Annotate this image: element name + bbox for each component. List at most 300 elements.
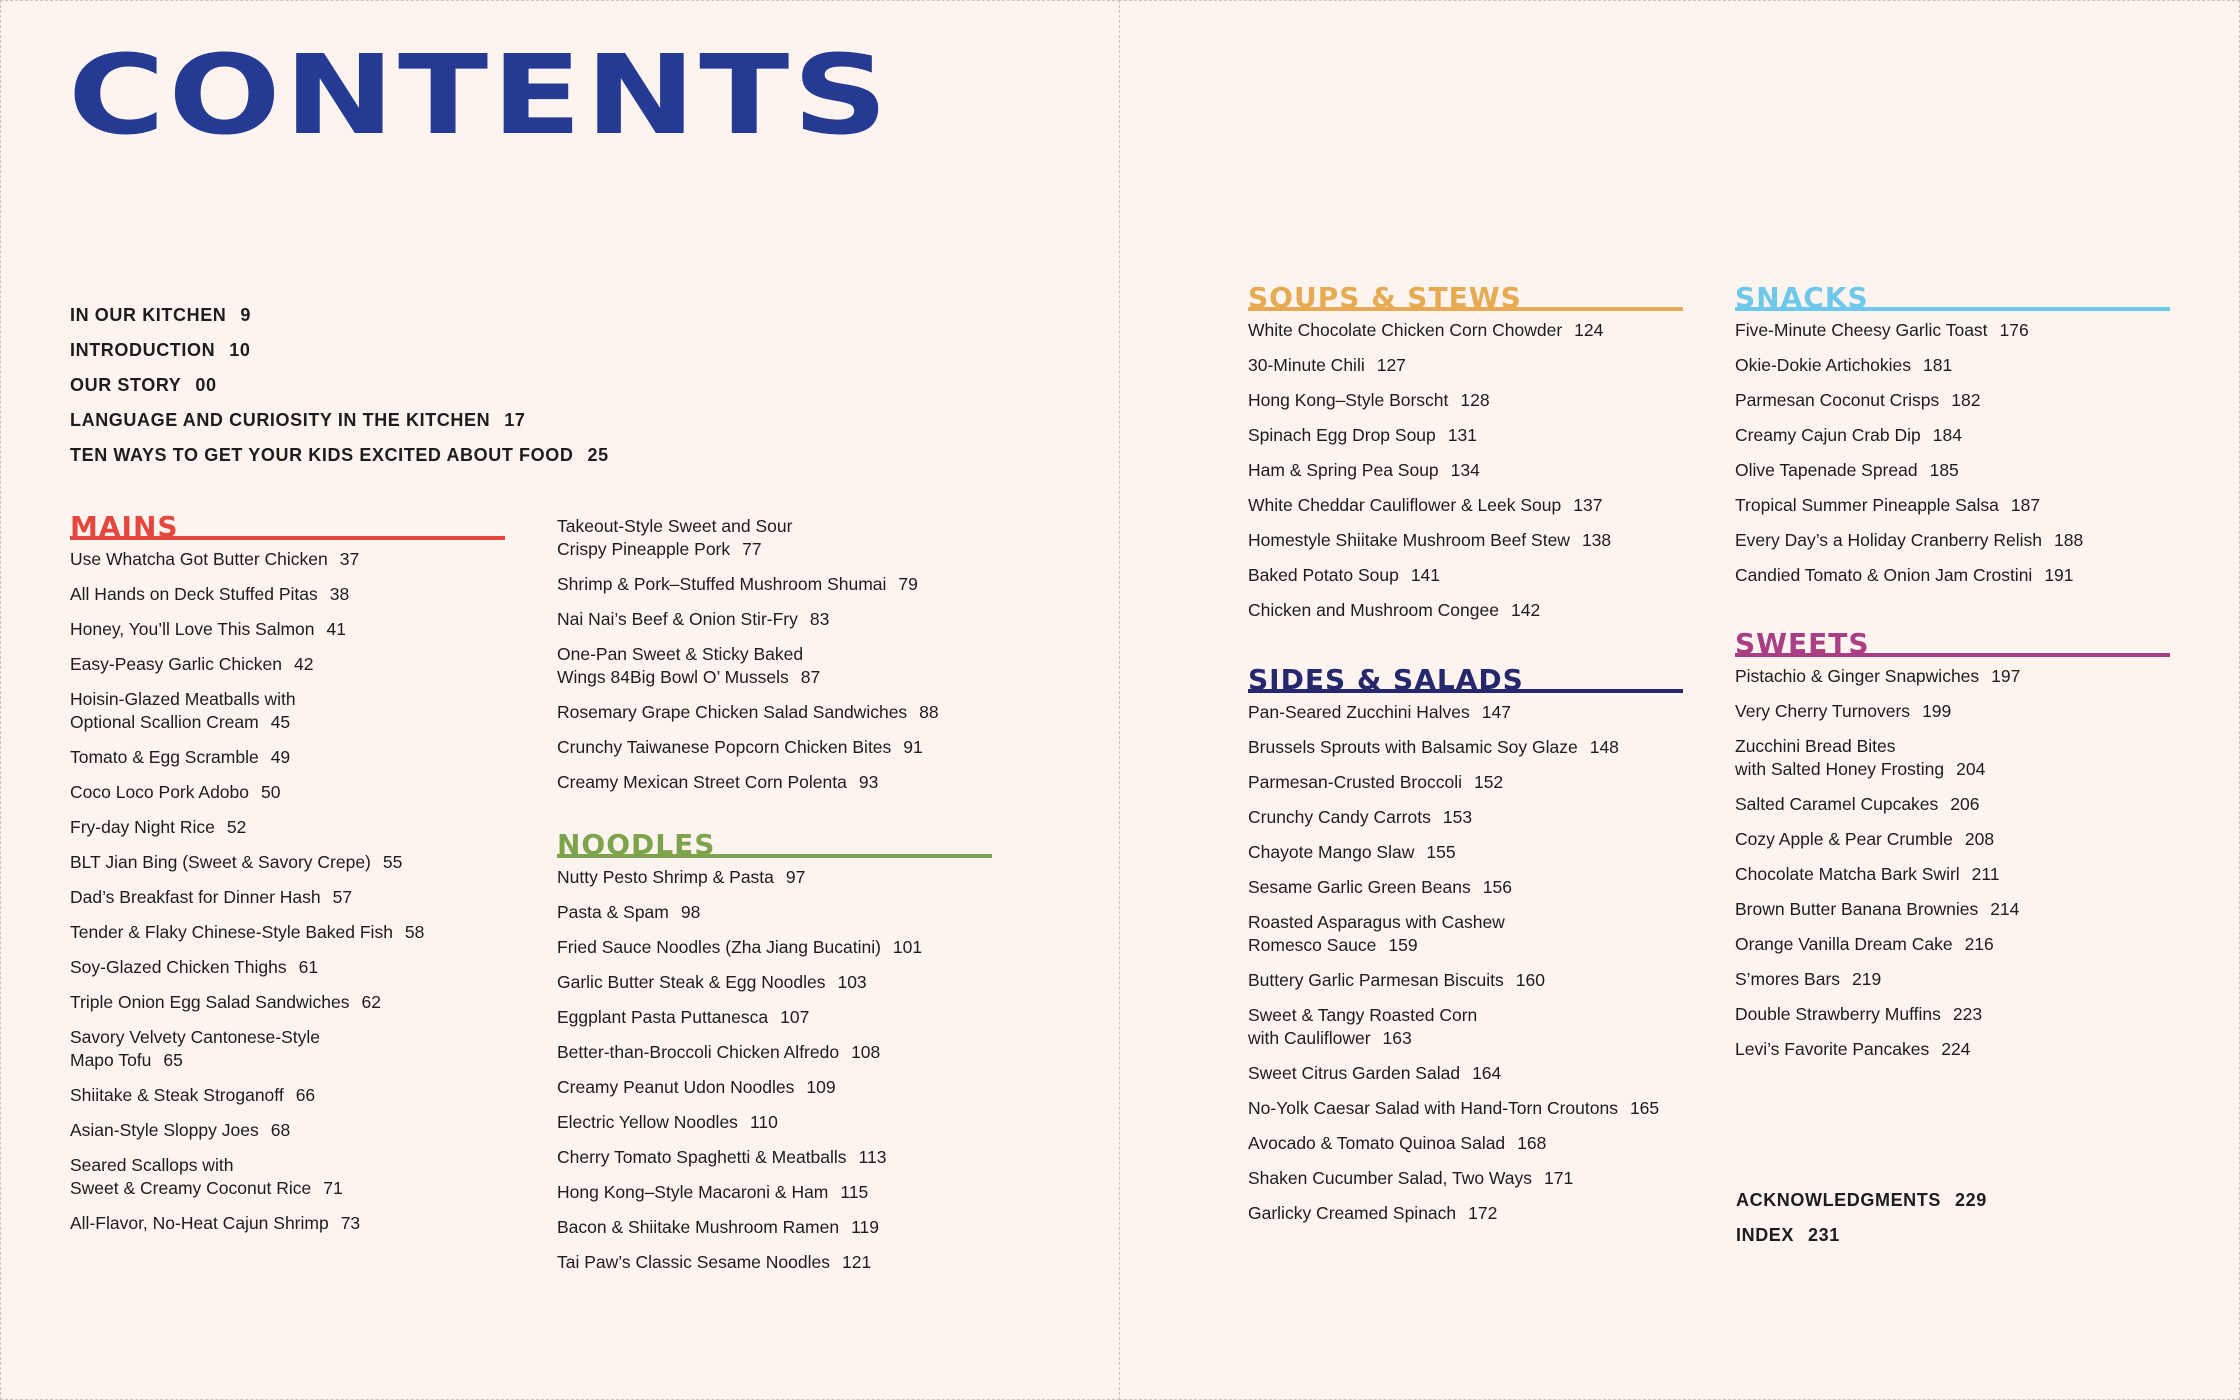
recipe-title: Pan-Seared Zucchini Halves [1248,702,1470,722]
back-matter-list [1736,1188,1987,1258]
recipe-page-number: 141 [1410,565,1441,585]
recipe-title: Olive Tapenade Spread [1735,460,1918,480]
recipe-title: Electric Yellow Noodles [557,1112,738,1132]
recipe-page-number: 176 [1999,320,2029,340]
recipe-entry [1248,1132,1683,1155]
recipe-title: Eggplant Pasta Puttanesca [557,1007,769,1027]
recipe-page-number: 223 [1952,1004,1983,1024]
recipe-entry [1248,494,1683,517]
recipe-title: Roasted Asparagus with Cashew [1248,912,1505,932]
section-title-snacks: SNACKS [1735,281,1869,314]
toc-page-number: 229 [1955,1190,1987,1210]
recipe-page-number: 184 [1932,425,1962,445]
recipe-title: Cherry Tomato Spaghetti & Meatballs [557,1147,847,1167]
toc-page-number: 00 [195,375,217,395]
recipe-title: Zucchini Bread Bites [1735,736,1896,756]
recipe-page-number: 165 [1629,1098,1660,1118]
recipe-title: Creamy Peanut Udon Noodles [557,1077,795,1097]
recipe-page-number: 159 [1388,935,1418,955]
recipe-title-line2: Wings 84Big Bowl O’ Mussels [557,667,789,687]
recipe-page-number: 211 [1971,864,2000,884]
recipe-title: Brown Butter Banana Brownies [1735,899,1979,919]
recipe-page-number: 219 [1852,969,1882,989]
recipe-title: Nutty Pesto Shrimp & Pasta [557,867,774,887]
recipe-entry [557,701,992,724]
recipe-entry [1735,863,2170,886]
section-title-soups: SOUPS & STEWS [1248,281,1522,314]
recipe-entry [1248,319,1683,342]
recipe-page-number: 148 [1589,737,1619,757]
recipe-title: Rosemary Grape Chicken Salad Sandwiches [557,702,908,722]
recipe-title: Ham & Spring Pea Soup [1248,460,1439,480]
recipe-page-number: 216 [1964,934,1994,954]
recipe-page-number: 197 [1991,666,2021,686]
recipe-page-number: 45 [270,712,291,732]
recipe-page-number: 42 [294,654,314,674]
recipe-entry [1735,735,2170,781]
recipe-entry [557,736,992,759]
recipe-title: Fried Sauce Noodles (Zha Jiang Bucatini) [557,937,881,957]
recipe-title: Salted Caramel Cupcakes [1735,794,1939,814]
recipe-page-number: 88 [919,702,939,722]
recipe-title: Pasta & Spam [557,902,669,922]
recipe-entry [557,771,992,794]
recipe-page-number: 38 [329,584,350,604]
recipe-page-number: 138 [1581,530,1612,550]
recipe-entry [1735,968,2170,991]
recipe-page-number: 79 [898,574,918,594]
recipe-title: Every Day’s a Holiday Cranberry Relish [1735,530,2043,550]
recipe-entry [557,573,992,596]
recipe-page-number: 156 [1482,877,1512,897]
recipe-entry [70,1119,505,1142]
recipe-page-number: 187 [2010,495,2041,515]
recipe-page-number: 124 [1574,320,1604,340]
recipe-title: Easy-Peasy Garlic Chicken [70,654,283,674]
recipe-title: White Cheddar Cauliflower & Leek Soup [1248,495,1562,515]
recipe-title: Hoisin-Glazed Meatballs with [70,689,296,709]
recipe-entry [70,1026,505,1072]
recipe-page-number: 109 [806,1077,836,1097]
recipe-entry [1735,933,2170,956]
section-heading-noodles [557,826,992,861]
recipe-entry [1735,529,2170,552]
section-snacks [1735,279,2170,599]
recipe-page-number: 58 [404,922,425,942]
toc-page-number: 231 [1808,1225,1840,1245]
recipe-title-continued [1735,758,2170,781]
recipe-title: No-Yolk Caesar Salad with Hand-Torn Croutons [1248,1098,1618,1118]
recipe-entry [1248,771,1683,794]
recipe-entry [70,1154,505,1200]
recipe-title-line2: Mapo Tofu [70,1050,152,1070]
section-soups [1248,279,1683,634]
recipe-page-number: 65 [163,1050,183,1070]
section-mains-continued [557,515,992,806]
recipe-title: Avocado & Tomato Quinoa Salad [1248,1133,1506,1153]
recipe-page-number: 137 [1573,495,1603,515]
list-sweets [1735,665,2170,1061]
recipe-entry [70,991,505,1014]
recipe-page-number: 164 [1472,1063,1502,1083]
recipe-title: Buttery Garlic Parmesan Biscuits [1248,970,1504,990]
recipe-entry [1248,841,1683,864]
recipe-page-number: 121 [842,1252,872,1272]
recipe-title-continued [1248,1027,1683,1050]
list-snacks [1735,319,2170,587]
list-mains-continued [557,515,992,794]
recipe-entry [1248,529,1683,552]
recipe-title: Hong Kong–Style Borscht [1248,390,1449,410]
recipe-entry [70,688,505,734]
recipe-entry [1735,793,2170,816]
recipe-title: Tomato & Egg Scramble [70,747,259,767]
recipe-page-number: 103 [837,972,867,992]
recipe-title: Savory Velvety Cantonese-Style [70,1027,320,1047]
toc-entry-label: INDEX [1736,1225,1795,1245]
recipe-title: Shrimp & Pork–Stuffed Mushroom Shumai [557,574,887,594]
recipe-title: Double Strawberry Muffins [1735,1004,1941,1024]
recipe-page-number: 119 [851,1217,879,1237]
recipe-title: Parmesan-Crusted Broccoli [1248,772,1462,792]
recipe-title-line2: with Cauliflower [1248,1028,1371,1048]
recipe-page-number: 171 [1544,1168,1574,1188]
recipe-entry [557,1006,992,1029]
recipe-entry [70,548,505,571]
recipe-title: Homestyle Shiitake Mushroom Beef Stew [1248,530,1570,550]
recipe-entry [1248,389,1683,412]
recipe-entry [70,583,505,606]
recipe-page-number: 199 [1922,701,1952,721]
recipe-entry [557,1216,992,1239]
toc-entry-label: TEN WAYS TO GET YOUR KIDS EXCITED ABOUT FOOD [70,445,574,465]
recipe-title: Chicken and Mushroom Congee [1248,600,1499,620]
recipe-page-number: 66 [295,1085,316,1105]
recipe-entry [1248,1004,1683,1050]
recipe-title-continued [70,1049,505,1072]
recipe-entry [557,901,992,924]
recipe-page-number: 98 [680,902,701,922]
section-title-noodles: NOODLES [557,828,716,861]
recipe-entry [1735,424,2170,447]
recipe-title: S’mores Bars [1735,969,1841,989]
recipe-entry [1735,1003,2170,1026]
recipe-title: BLT Jian Bing (Sweet & Savory Crepe) [70,852,371,872]
recipe-entry [557,1076,992,1099]
recipe-title-line2: Sweet & Creamy Coconut Rice [70,1178,312,1198]
recipe-page-number: 108 [851,1042,881,1062]
section-heading-mains [70,508,505,543]
recipe-page-number: 73 [340,1213,361,1233]
toc-page-number: 10 [229,340,251,360]
recipe-title: Five-Minute Cheesy Garlic Toast [1735,320,1988,340]
recipe-entry [70,886,505,909]
recipe-title: Orange Vanilla Dream Cake [1735,934,1953,954]
recipe-entry [70,921,505,944]
recipe-entry [1735,665,2170,688]
recipe-title-continued [70,1177,505,1200]
recipe-title-continued [557,538,992,561]
recipe-title: White Chocolate Chicken Corn Chowder [1248,320,1563,340]
recipe-page-number: 163 [1382,1028,1412,1048]
toc-page-number: 9 [240,305,252,325]
recipe-entry [1735,1038,2170,1061]
section-noodles [557,826,992,1286]
recipe-title: Bacon & Shiitake Mushroom Ramen [557,1217,840,1237]
recipe-entry [1248,599,1683,622]
toc-page-number: 25 [587,445,609,465]
recipe-title: Creamy Mexican Street Corn Polenta [557,772,847,792]
recipe-page-number: 110 [749,1112,778,1132]
recipe-entry [557,1181,992,1204]
recipe-entry [1735,319,2170,342]
recipe-page-number: 147 [1481,702,1511,722]
section-sides [1248,661,1683,1237]
recipe-title: Shiitake & Steak Stroganoff [70,1085,284,1105]
recipe-title: Cozy Apple & Pear Crumble [1735,829,1953,849]
toc-entry [70,373,609,408]
recipe-entry [1248,736,1683,759]
recipe-page-number: 93 [858,772,879,792]
recipe-title: Tropical Summer Pineapple Salsa [1735,495,1999,515]
recipe-entry [70,1084,505,1107]
recipe-page-number: 83 [809,609,830,629]
recipe-entry [1248,1202,1683,1225]
recipe-entry [70,956,505,979]
recipe-page-number: 115 [840,1182,869,1202]
toc-entry-label: INTRODUCTION [70,340,216,360]
recipe-title: Sesame Garlic Green Beans [1248,877,1471,897]
section-sweets [1735,625,2170,1073]
section-heading-soups [1248,279,1683,314]
section-title-sides: SIDES & SALADS [1248,663,1524,696]
recipe-title: Asian-Style Sloppy Joes [70,1120,259,1140]
recipe-page-number: 77 [742,539,762,559]
recipe-page-number: 127 [1376,355,1406,375]
recipe-page-number: 55 [382,852,403,872]
recipe-entry [1248,1062,1683,1085]
recipe-page-number: 52 [226,817,247,837]
recipe-entry [1248,564,1683,587]
toc-page-number: 17 [504,410,526,430]
front-matter-list [70,303,609,478]
recipe-title: Garlicky Creamed Spinach [1248,1203,1457,1223]
recipe-title-line2: with Salted Honey Frosting [1735,759,1945,779]
recipe-title: Chocolate Matcha Bark Swirl [1735,864,1960,884]
recipe-entry [1248,1097,1683,1120]
recipe-title: Levi’s Favorite Pancakes [1735,1039,1930,1059]
recipe-page-number: 113 [858,1147,887,1167]
toc-entry [70,303,609,338]
recipe-entry [1735,564,2170,587]
recipe-title: Baked Potato Soup [1248,565,1399,585]
recipe-entry [70,746,505,769]
recipe-title: Okie-Dokie Artichokies [1735,355,1912,375]
recipe-entry [1248,806,1683,829]
recipe-title: Chayote Mango Slaw [1248,842,1415,862]
recipe-title: Soy-Glazed Chicken Thighs [70,957,287,977]
recipe-page-number: 152 [1473,772,1504,792]
recipe-title: Fry-day Night Rice [70,817,215,837]
recipe-title: All-Flavor, No-Heat Cajun Shrimp [70,1213,329,1233]
list-soups [1248,319,1683,622]
recipe-title: Sweet Citrus Garden Salad [1248,1063,1461,1083]
recipe-title: Candied Tomato & Onion Jam Crostini [1735,565,2033,585]
recipe-page-number: 87 [800,667,821,687]
recipe-entry [557,936,992,959]
toc-entry-label: IN OUR KITCHEN [70,305,227,325]
recipe-entry [557,1251,992,1274]
recipe-page-number: 188 [2054,530,2084,550]
recipe-title: Brussels Sprouts with Balsamic Soy Glaze [1248,737,1578,757]
recipe-page-number: 208 [1964,829,1995,849]
recipe-entry [1248,911,1683,957]
recipe-title: Dad’s Breakfast for Dinner Hash [70,887,321,907]
toc-entry [70,338,609,373]
recipe-title: Crunchy Candy Carrots [1248,807,1431,827]
recipe-page-number: 160 [1515,970,1545,990]
toc-entry [1736,1223,1987,1258]
recipe-entry [557,1111,992,1134]
recipe-title: Very Cherry Turnovers [1735,701,1911,721]
recipe-page-number: 134 [1450,460,1480,480]
recipe-entry [1735,494,2170,517]
recipe-entry [70,816,505,839]
recipe-title: Shaken Cucumber Salad, Two Ways [1248,1168,1533,1188]
recipe-entry [70,1212,505,1235]
recipe-page-number: 57 [332,887,353,907]
recipe-entry [1248,1167,1683,1190]
recipe-entry [1248,969,1683,992]
list-sides [1248,701,1683,1225]
section-mains [70,508,505,1247]
recipe-page-number: 62 [361,992,381,1012]
recipe-title: Tai Paw’s Classic Sesame Noodles [557,1252,830,1272]
recipe-page-number: 37 [339,549,360,569]
recipe-title: Tender & Flaky Chinese-Style Baked Fish [70,922,393,942]
recipe-entry [70,653,505,676]
recipe-entry [557,866,992,889]
recipe-title: Pistachio & Ginger Snapwiches [1735,666,1980,686]
recipe-entry [1248,354,1683,377]
toc-entry [70,443,609,478]
recipe-title: Crunchy Taiwanese Popcorn Chicken Bites [557,737,892,757]
section-heading-sweets [1735,625,2170,660]
recipe-page-number: 50 [261,782,281,802]
section-heading-sides [1248,661,1683,696]
recipe-title: Better-than-Broccoli Chicken Alfredo [557,1042,840,1062]
recipe-entry [1735,354,2170,377]
recipe-entry [70,851,505,874]
recipe-page-number: 168 [1517,1133,1547,1153]
recipe-page-number: 142 [1510,600,1541,620]
recipe-page-number: 224 [1941,1039,1971,1059]
recipe-page-number: 172 [1468,1203,1498,1223]
recipe-title: Spinach Egg Drop Soup [1248,425,1436,445]
toc-entry [70,408,609,443]
recipe-entry [557,515,992,561]
recipe-page-number: 128 [1460,390,1490,410]
recipe-page-number: 49 [270,747,291,767]
recipe-page-number: 68 [270,1120,291,1140]
recipe-entry [557,971,992,994]
recipe-page-number: 214 [1990,899,2020,919]
recipe-title: Use Whatcha Got Butter Chicken [70,549,328,569]
recipe-title-line2: Romesco Sauce [1248,935,1377,955]
recipe-page-number: 182 [1951,390,1981,410]
recipe-page-number: 153 [1442,807,1473,827]
recipe-title: Sweet & Tangy Roasted Corn [1248,1005,1478,1025]
recipe-entry [557,608,992,631]
recipe-title-line2: Crispy Pineapple Pork [557,539,731,559]
recipe-entry [557,643,992,689]
recipe-page-number: 41 [326,619,346,639]
recipe-entry [1248,876,1683,899]
recipe-title: Parmesan Coconut Crisps [1735,390,1940,410]
recipe-title: 30-Minute Chili [1248,355,1365,375]
recipe-title: Seared Scallops with [70,1155,234,1175]
recipe-title-continued [1248,934,1683,957]
section-heading-snacks [1735,279,2170,314]
recipe-page-number: 204 [1956,759,1986,779]
recipe-title-continued [557,666,992,689]
recipe-page-number: 91 [903,737,923,757]
recipe-title: Coco Loco Pork Adobo [70,782,250,802]
recipe-entry [1248,459,1683,482]
recipe-entry [1248,701,1683,724]
recipe-title: Honey, You’ll Love This Salmon [70,619,315,639]
recipe-entry [1735,898,2170,921]
recipe-page-number: 185 [1929,460,1959,480]
recipe-page-number: 191 [2044,565,2074,585]
recipe-page-number: 97 [785,867,806,887]
list-noodles [557,866,992,1274]
recipe-title: One-Pan Sweet & Sticky Baked [557,644,804,664]
recipe-entry [70,618,505,641]
toc-entry-label: ACKNOWLEDGMENTS [1736,1190,1941,1210]
recipe-page-number: 61 [298,957,319,977]
recipe-page-number: 131 [1447,425,1477,445]
page-title: CONTENTS [68,30,892,160]
section-title-mains: MAINS [70,510,179,543]
recipe-title: All Hands on Deck Stuffed Pitas [70,584,318,604]
recipe-page-number: 101 [892,937,923,957]
recipe-title: Creamy Cajun Crab Dip [1735,425,1921,445]
recipe-entry [1735,700,2170,723]
recipe-title-line2: Optional Scallion Cream [70,712,259,732]
section-title-sweets: SWEETS [1735,627,1870,660]
recipe-title: Hong Kong–Style Macaroni & Ham [557,1182,829,1202]
recipe-entry [557,1146,992,1169]
recipe-title: Takeout-Style Sweet and Sour [557,516,793,536]
toc-entry-label: OUR STORY [70,375,182,395]
recipe-entry [1735,459,2170,482]
recipe-entry [1735,389,2170,412]
recipe-page-number: 206 [1950,794,1980,814]
toc-entry-label: LANGUAGE AND CURIOSITY IN THE KITCHEN [70,410,491,430]
recipe-title-continued [70,711,505,734]
toc-entry [1736,1188,1987,1223]
recipe-entry [1248,424,1683,447]
recipe-page-number: 71 [323,1178,343,1198]
recipe-entry [557,1041,992,1064]
recipe-entry [1735,828,2170,851]
recipe-title: Garlic Butter Steak & Egg Noodles [557,972,826,992]
list-mains [70,548,505,1235]
recipe-title: Nai Nai’s Beef & Onion Stir-Fry [557,609,798,629]
recipe-page-number: 181 [1923,355,1953,375]
recipe-entry [70,781,505,804]
